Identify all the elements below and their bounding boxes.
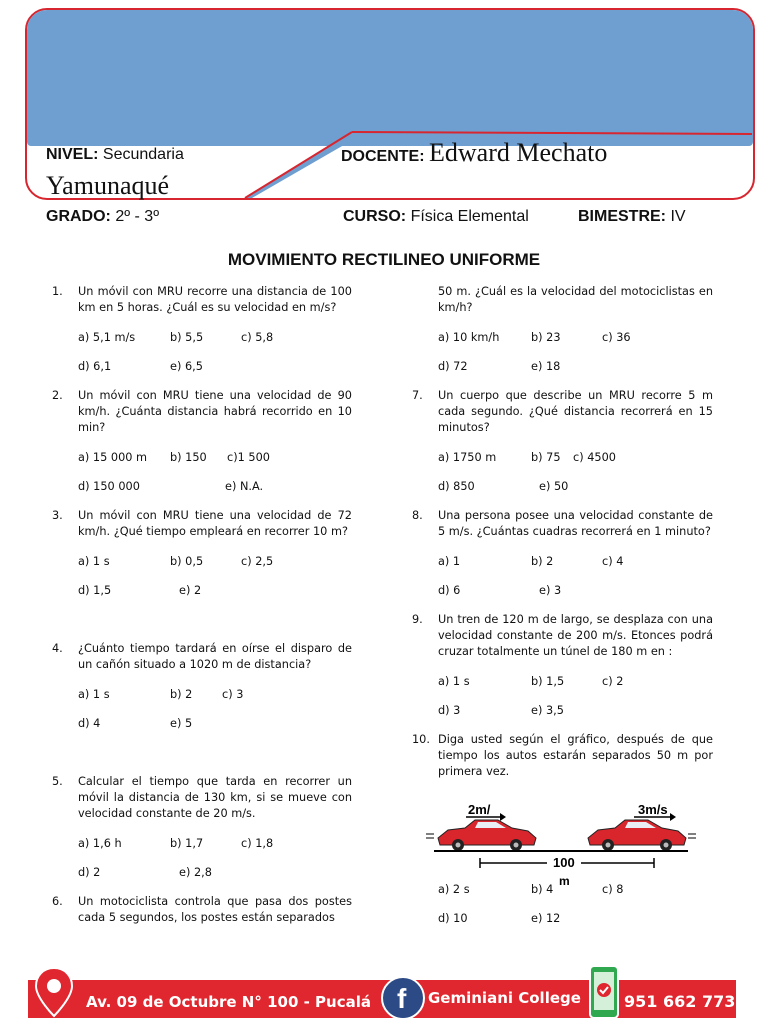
option: d) 72: [438, 360, 468, 373]
option: c) 1,8: [241, 837, 274, 850]
question-number: 8.: [412, 509, 423, 522]
question-text: Calcular el tiempo que tarda en recorrer un móvil la distancia de 130 km, si se mueve con velocidad constante de 20 m/s.: [78, 775, 352, 820]
question-2: [52, 388, 352, 495]
question-1: [52, 284, 352, 375]
question-number: 5.: [52, 775, 63, 788]
question-5: [52, 774, 352, 881]
option: d) 850: [438, 480, 475, 493]
nivel-label: NIVEL:: [46, 146, 99, 163]
question-number: 6.: [52, 895, 63, 908]
car-1-icon: [438, 820, 536, 851]
question-10: [412, 732, 713, 780]
option: e) N.A.: [225, 480, 264, 493]
question-3: [52, 508, 352, 599]
option: e) 5: [170, 717, 193, 730]
option: a) 1 s: [438, 675, 470, 688]
question-number: 2.: [52, 389, 63, 402]
option: d) 150 000: [78, 480, 140, 493]
option: b) 2: [531, 555, 554, 568]
option: e) 6,5: [170, 360, 203, 373]
question-text: ¿Cuánto tiempo tardará en oírse el disparo de un cañón situado a 1020 m de distancia?: [78, 642, 352, 671]
option: d) 10: [438, 912, 468, 925]
option: a) 2 s: [438, 883, 470, 896]
option: e) 2: [179, 584, 202, 597]
velocity-arrowhead-1: [500, 813, 506, 821]
option: d) 1,5: [78, 584, 112, 597]
velocity-arrowhead-2: [670, 813, 676, 821]
question-10-options: [412, 872, 713, 927]
curso-field: [343, 208, 529, 226]
footer-phone: 951 662 773: [624, 992, 736, 1011]
option: d) 4: [78, 717, 101, 730]
option: a) 5,1 m/s: [78, 331, 136, 344]
option: b) 23: [531, 331, 561, 344]
curso-value: Física Elemental: [410, 208, 529, 225]
option: c) 8: [602, 883, 624, 896]
velocity-label-1: 2m/: [468, 802, 491, 817]
option: e) 12: [531, 912, 561, 925]
bimestre-label: BIMESTRE:: [578, 208, 666, 225]
velocity-label-2: 3m/s: [638, 802, 668, 817]
option: e) 3,5: [531, 704, 564, 717]
option: e) 50: [539, 480, 569, 493]
question-text: 50 m. ¿Cuál es la velocidad del motociclistas en km/h?: [438, 285, 713, 314]
option: c) 36: [602, 331, 631, 344]
option: c) 2,5: [241, 555, 274, 568]
option: e) 18: [531, 360, 561, 373]
footer-address: Av. 09 de Octubre N° 100 - Pucalá: [86, 993, 372, 1011]
option: d) 2: [78, 866, 101, 879]
grado-field: [46, 208, 159, 226]
option: e) 3: [539, 584, 562, 597]
option: c) 4500: [573, 451, 616, 464]
docente-value: Edward Mechato: [429, 138, 608, 167]
right-column: [412, 284, 713, 780]
question-8: [412, 508, 713, 599]
question-number: 10.: [412, 733, 430, 746]
option: c) 3: [222, 688, 244, 701]
question-number: 9.: [412, 613, 423, 626]
option: a) 10 km/h: [438, 331, 500, 344]
question-number: 3.: [52, 509, 63, 522]
footer-college: Geminiani College: [428, 989, 581, 1007]
nivel-value: Secundaria: [102, 146, 184, 163]
location-pin-icon: [30, 964, 78, 1020]
option: a) 1: [438, 555, 461, 568]
option: d) 6,1: [78, 360, 112, 373]
nivel-field: [46, 146, 184, 164]
question-text: Un móvil con MRU tiene una velocidad de 72 km/h. ¿Qué tiempo empleará en recorrer 10 m?: [78, 509, 352, 538]
distance-label: 100: [553, 855, 575, 870]
option: c)1 500: [227, 451, 270, 464]
option: d) 6: [438, 584, 461, 597]
left-column: [52, 284, 352, 926]
bimestre-field: [578, 208, 686, 226]
question-text: Un cuerpo que describe un MRU recorre 5 m cada segundo. ¿Qué distancia recorrerá en 15 minutos?: [438, 389, 713, 434]
curso-label: CURSO:: [343, 208, 407, 225]
question-9: [412, 612, 713, 719]
option: e) 2,8: [179, 866, 212, 879]
question-text: Diga usted según el gráfico, después de que tiempo los autos estarán separados 50 m por primera vez.: [438, 733, 713, 778]
car-2-icon: [588, 820, 686, 851]
option: d) 3: [438, 704, 461, 717]
grado-label: GRADO:: [46, 208, 111, 225]
question-7: [412, 388, 713, 495]
question-text: Un móvil con MRU recorre una distancia de 100 km en 5 horas. ¿Cuál es su velocidad en m/s?: [78, 285, 352, 314]
option: b) 5,5: [170, 331, 204, 344]
option: b) 75: [531, 451, 561, 464]
question-number: 7.: [412, 389, 423, 402]
option: a) 1 s: [78, 555, 110, 568]
option: a) 1,6 h: [78, 837, 122, 850]
question-6: [52, 894, 352, 926]
question-number: 1.: [52, 285, 63, 298]
option: b) 2: [170, 688, 193, 701]
question-4: [52, 641, 352, 732]
question-number: 4.: [52, 642, 63, 655]
option: c) 5,8: [241, 331, 274, 344]
option: c) 2: [602, 675, 624, 688]
question-text: Un tren de 120 m de largo, se desplaza con una velocidad constante de 200 m/s. Etonces podrá cruzar totalmente un túnel de 180 m en :: [438, 613, 713, 658]
option: b) 0,5: [170, 555, 204, 568]
page-title: MOVIMIENTO RECTILINEO UNIFORME: [227, 250, 541, 269]
option: b) 1,5: [531, 675, 565, 688]
option: a) 1750 m: [438, 451, 497, 464]
question-6-continued: [412, 284, 713, 375]
bimestre-value: IV: [670, 208, 686, 225]
docente-value-cont: Yamunaqué: [46, 171, 170, 200]
option: b) 1,7: [170, 837, 204, 850]
distance-unit: m: [559, 874, 570, 888]
docente-field: [341, 138, 607, 168]
facebook-icon[interactable]: [380, 975, 426, 1021]
question-text: Un móvil con MRU tiene una velocidad de 90 km/h. ¿Cuánta distancia habrá recorrido en 10 min?: [78, 389, 352, 434]
option: b) 150: [170, 451, 207, 464]
phone-icon: [586, 964, 622, 1020]
option: a) 15 000 m: [78, 451, 148, 464]
docente-label: DOCENTE:: [341, 148, 425, 165]
facebook-glyph: f: [397, 983, 407, 1014]
option: a) 1 s: [78, 688, 110, 701]
grado-value: 2º - 3º: [115, 208, 160, 225]
option: c) 4: [602, 555, 624, 568]
question-text: Un motociclista controla que pasa dos postes cada 5 segundos, los postes están separados: [78, 895, 352, 924]
question-text: Una persona posee una velocidad constante de 5 m/s. ¿Cuántas cuadras recorrerá en 1 minuto?: [438, 509, 713, 538]
option: b) 4: [531, 883, 554, 896]
